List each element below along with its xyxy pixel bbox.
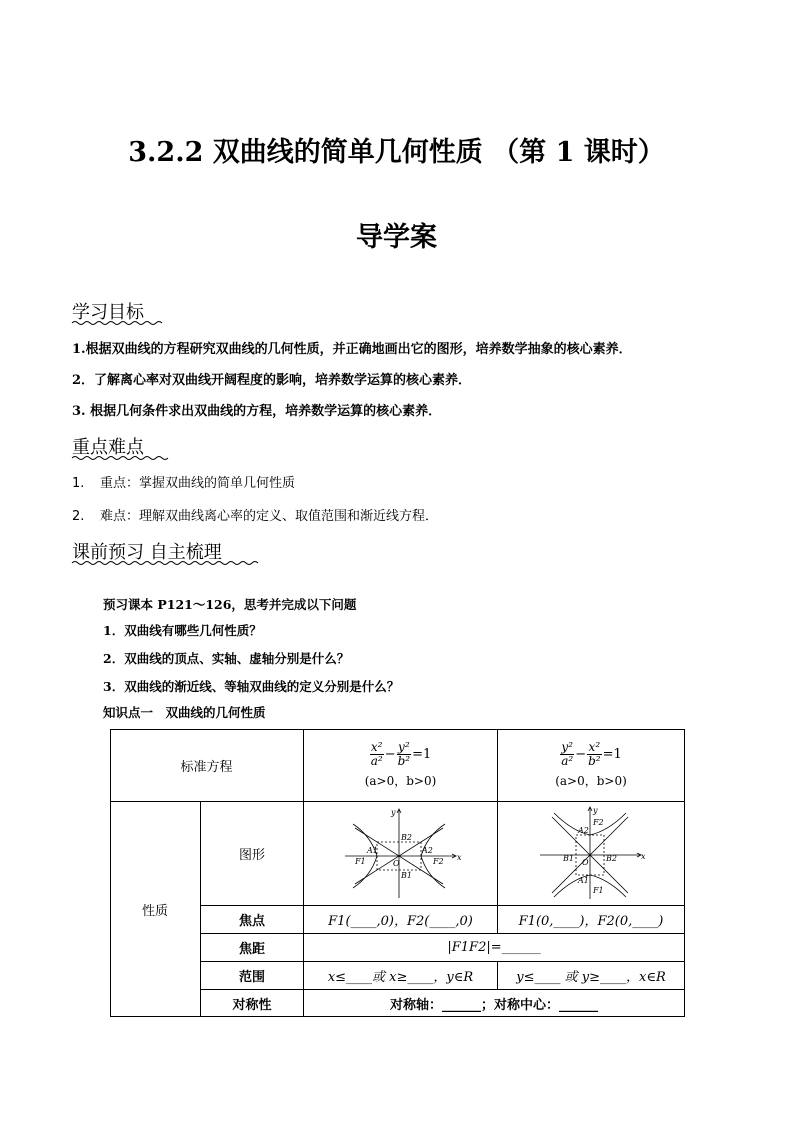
goal-3: 3. 根据几何条件求出双曲线的方程，培养数学运算的核心素养．	[72, 404, 442, 419]
key-item	[72, 505, 438, 524]
preview-intro: 预习课本 P121～126，思考并完成以下问题	[103, 597, 357, 612]
fig2-f1-label: F1	[593, 885, 604, 895]
row-focus-label: 焦点	[238, 914, 265, 929]
eq1-den2: b²	[397, 754, 411, 768]
fig2-b1-label: B1	[563, 853, 574, 863]
question-1: 1．双曲线有哪些几何性质？	[103, 623, 262, 638]
eq2-rhs: =1	[602, 747, 622, 762]
key-item-text: 难点：理解双曲线离心率的定义、取值范围和渐近线方程．	[100, 509, 439, 524]
equation-1	[304, 729, 497, 801]
fig1-a2-label: A2	[421, 845, 433, 855]
goal-2: 2．了解离心率对双曲线开阔程度的影响，培养数学运算的核心素养．	[72, 373, 472, 388]
fig2-f2-label: F2	[593, 817, 604, 827]
goals-heading	[72, 298, 144, 324]
eq2-num1: y²	[561, 740, 573, 754]
page-subtitle: 导学案	[356, 222, 437, 253]
eq1-op: −	[384, 747, 396, 762]
preview-heading	[72, 538, 222, 564]
preview-heading-text: 课前预习 自主梳理	[72, 542, 222, 563]
wavy-underline-icon	[72, 455, 172, 461]
eq1-num1: x²	[370, 740, 383, 754]
row-focal-label: 焦距	[238, 942, 265, 957]
key-item	[72, 472, 295, 491]
row-figure-label: 图形	[238, 848, 265, 863]
eq1-num2: y²	[398, 740, 410, 754]
key-item-text: 重点：掌握双曲线的简单几何性质	[100, 476, 296, 491]
row-range-label: 范围	[238, 970, 265, 985]
knowledge-point: 知识点一 双曲线的几何性质	[103, 705, 266, 720]
goals-heading-text: 学习目标	[72, 302, 144, 323]
eq2-den2: b²	[588, 754, 601, 768]
wavy-underline-icon	[72, 560, 262, 566]
question-2: 2．双曲线的顶点、实轴、虚轴分别是什么？	[103, 651, 350, 666]
range-1: x≤____或 x≥____，y∈R	[327, 970, 474, 985]
fig1-x-label: x	[456, 852, 462, 862]
fig1-b1-label: B1	[400, 870, 412, 880]
vertical-hyperbola-icon	[536, 805, 646, 903]
eq1-den1: a²	[370, 754, 383, 768]
fig2-a2-label: A2	[578, 825, 589, 835]
wavy-underline-icon	[72, 320, 162, 326]
goal-1: 1.根据双曲线的方程研究双曲线的几何性质，并正确地画出它的图形，培养数学抽象的核心素养．	[72, 342, 632, 357]
std-eq-label: 标准方程	[180, 759, 233, 775]
range-2: y≤____ 或 y≥____，x∈R	[516, 970, 666, 985]
key-item-num: 2.	[72, 509, 85, 524]
row-symmetry-label: 对称性	[232, 997, 272, 1013]
property-label: 性质	[141, 903, 168, 919]
hyperbola-figure-1	[304, 802, 497, 905]
focus-2: F1(0,____)，F2(0,____)	[518, 914, 664, 929]
eq2-den1: a²	[561, 754, 574, 768]
key-heading	[72, 433, 144, 459]
hyperbola-figure-2	[498, 802, 684, 905]
eq2-cond: (a>0，b>0)	[555, 774, 627, 788]
eq2-num2: x²	[588, 740, 601, 754]
fig1-origin-label: O	[392, 858, 400, 868]
fig2-x-label: x	[641, 851, 646, 861]
eq2-op: −	[575, 747, 587, 762]
fig1-f1-label: F1	[354, 856, 366, 866]
key-item-num: 1.	[72, 476, 85, 491]
fig1-f2-label: F2	[432, 856, 444, 866]
fig1-b2-label: B2	[400, 832, 412, 842]
page-title: 3.2.2 双曲线的简单几何性质 （第 1 课时）	[128, 137, 665, 168]
properties-table	[110, 729, 685, 1017]
fig2-b2-label: B2	[606, 853, 617, 863]
equation-2	[498, 729, 684, 801]
fig1-a1-label: A1	[366, 845, 378, 855]
focus-1: F1(____,0)，F2(____,0)	[328, 914, 473, 929]
fig2-y-label: y	[593, 805, 598, 815]
fig2-a1-label: A1	[578, 875, 589, 885]
symmetry: 对称轴：______；对称中心：______	[389, 997, 598, 1013]
eq1-rhs: =1	[412, 747, 432, 762]
focal-distance: |F1F2|=______	[447, 940, 541, 955]
fig1-y-label: y	[390, 807, 396, 817]
key-heading-text: 重点难点	[72, 437, 144, 458]
question-3: 3．双曲线的渐近线、等轴双曲线的定义分别是什么？	[103, 679, 400, 694]
eq1-cond: (a>0，b>0)	[364, 774, 437, 788]
horizontal-hyperbola-icon	[341, 806, 461, 902]
fig2-origin-label: O	[582, 857, 589, 867]
